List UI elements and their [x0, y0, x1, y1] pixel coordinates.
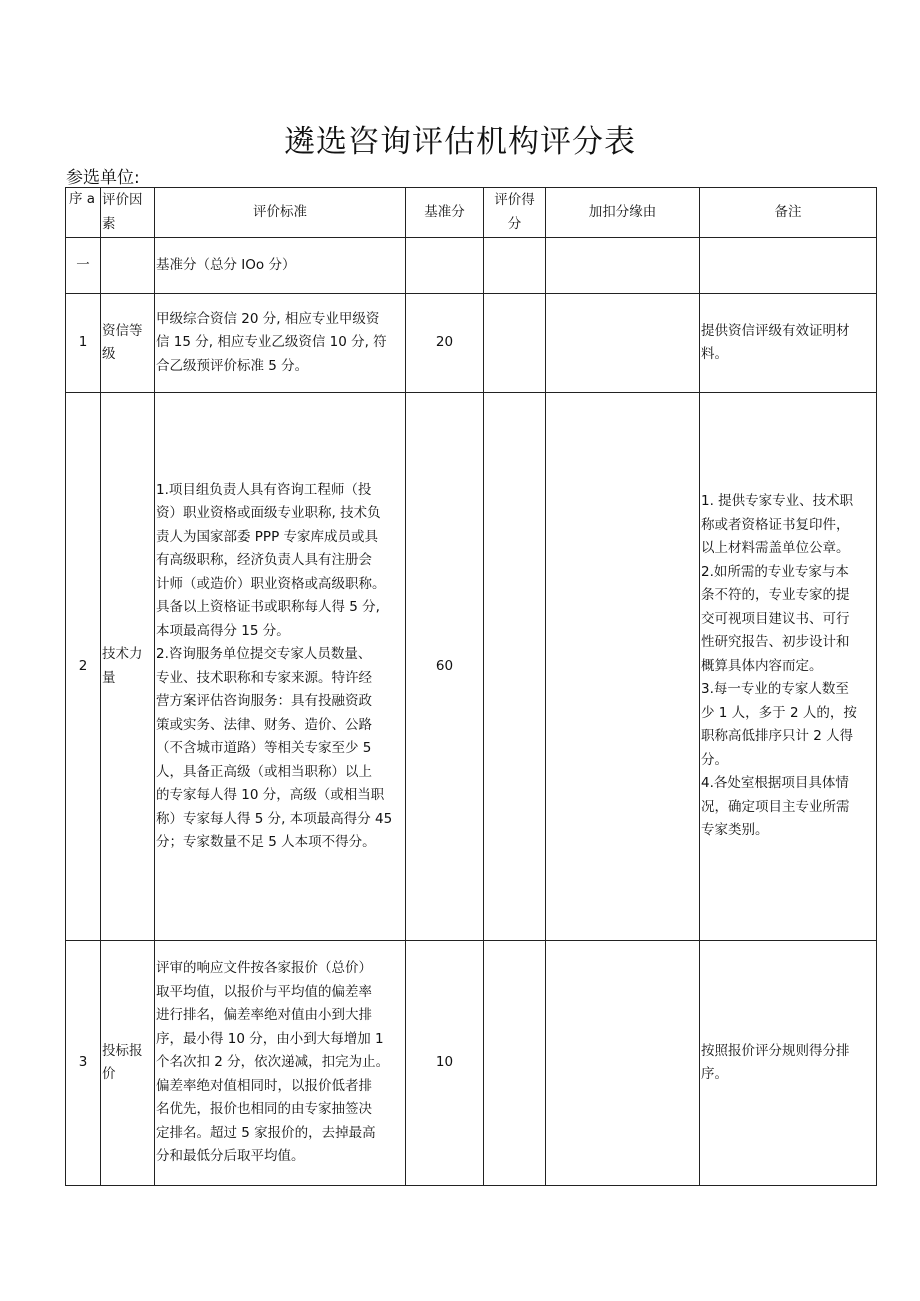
header-criteria: 评价标准	[155, 188, 406, 238]
header-factor: 评价因 素	[101, 188, 155, 238]
row-seq: 1	[66, 294, 101, 393]
participating-unit-label: 参选单位:	[66, 168, 140, 188]
row-adjust-reason[interactable]	[546, 238, 700, 294]
row-evaluation-score[interactable]	[484, 238, 546, 294]
header-base-score: 基准分	[406, 188, 484, 238]
header-adjust-reason: 加扣分缘由	[546, 188, 700, 238]
row-factor	[101, 238, 155, 294]
row-base-score: 10	[406, 941, 484, 1186]
row-evaluation-score[interactable]	[484, 941, 546, 1186]
row-seq: 3	[66, 941, 101, 1186]
row-evaluation-score[interactable]	[484, 393, 546, 941]
row-adjust-reason[interactable]	[546, 393, 700, 941]
row-seq: 一	[66, 238, 101, 294]
row-criteria: 评审的响应文件按各家报价（总价） 取平均值，以报价与平均值的偏差率 进行排名，偏差率绝对值由小到大排 序，最小得 10 分，由小到大每增加 1 个名次扣 2 分，依次递减，扣完为止。 偏差率绝对值相同时，以报价低者排 名优先，报价也相同的由专家抽签决 定排名。超过 5 家报价的，去掉最高 分和最低分后取平均值。	[155, 941, 406, 1186]
row-criteria: 1.项目组负责人具有咨询工程师（投 资）职业资格或面级专业职称, 技术负 责人为国家部委 PPP 专家库成员或具 有高级职称，经济负责人具有注册会 计师（或造价）职业资格或高级职称。 具备以上资格证书或职称每人得 5 分, 本项最高得分 15 分。 2.咨询服务单位提交专家人员数量、 专业、技术职称和专家来源。特许经 营方案评估咨询服务：具有投融资政 策或实务、法律、财务、造价、公路 （不含城市道路）等相关专家至少 5 人，具备正高级（或相当职称）以上 的专家每人得 10 分，高级（或相当职 称）专家每人得 5 分, 本项最高得分 45 分；专家数量不足 5 人本项不得分。	[155, 393, 406, 941]
row-remark: 按照报价评分规则得分排 序。	[700, 941, 877, 1186]
row-factor: 技术力 量	[101, 393, 155, 941]
table-row	[66, 941, 877, 1186]
header-seq: 序 a	[66, 188, 101, 238]
row-adjust-reason[interactable]	[546, 941, 700, 1186]
row-remark: 提供资信评级有效证明材 料。	[700, 294, 877, 393]
row-adjust-reason[interactable]	[546, 294, 700, 393]
row-seq: 2	[66, 393, 101, 941]
table-row	[66, 294, 877, 393]
row-factor: 投标报 价	[101, 941, 155, 1186]
row-evaluation-score[interactable]	[484, 294, 546, 393]
row-base-score: 60	[406, 393, 484, 941]
row-factor: 资信等 级	[101, 294, 155, 393]
row-criteria: 甲级综合资信 20 分, 相应专业甲级资 信 15 分, 相应专业乙级资信 10 分, 符 合乙级预评价标准 5 分。	[155, 294, 406, 393]
header-row	[66, 188, 877, 238]
table-row	[66, 238, 877, 294]
scoring-table	[65, 187, 877, 1186]
row-criteria: 基准分（总分 IOo 分）	[155, 238, 406, 294]
row-base-score	[406, 238, 484, 294]
row-base-score: 20	[406, 294, 484, 393]
row-remark	[700, 238, 877, 294]
row-remark: 1. 提供专家专业、技术职 称或者资格证书复印件， 以上材料需盖单位公章。 2.如所需的专业专家与本 条不符的，专业专家的提 交可视项目建议书、可行 性研究报告、初步设计和 概算具体内容而定。 3.每一专业的专家人数至 少 1 人，多于 2 人的，按 职称高低排序只计 2 人得 分。 4.各处室根据项目具体情 况，确定项目主专业所需 专家类别。	[700, 393, 877, 941]
header-remark: 备注	[700, 188, 877, 238]
document-title: 遴选咨询评估机构评分表	[284, 124, 636, 160]
table-row	[66, 393, 877, 941]
header-evaluation-score: 评价得 分	[484, 188, 546, 238]
